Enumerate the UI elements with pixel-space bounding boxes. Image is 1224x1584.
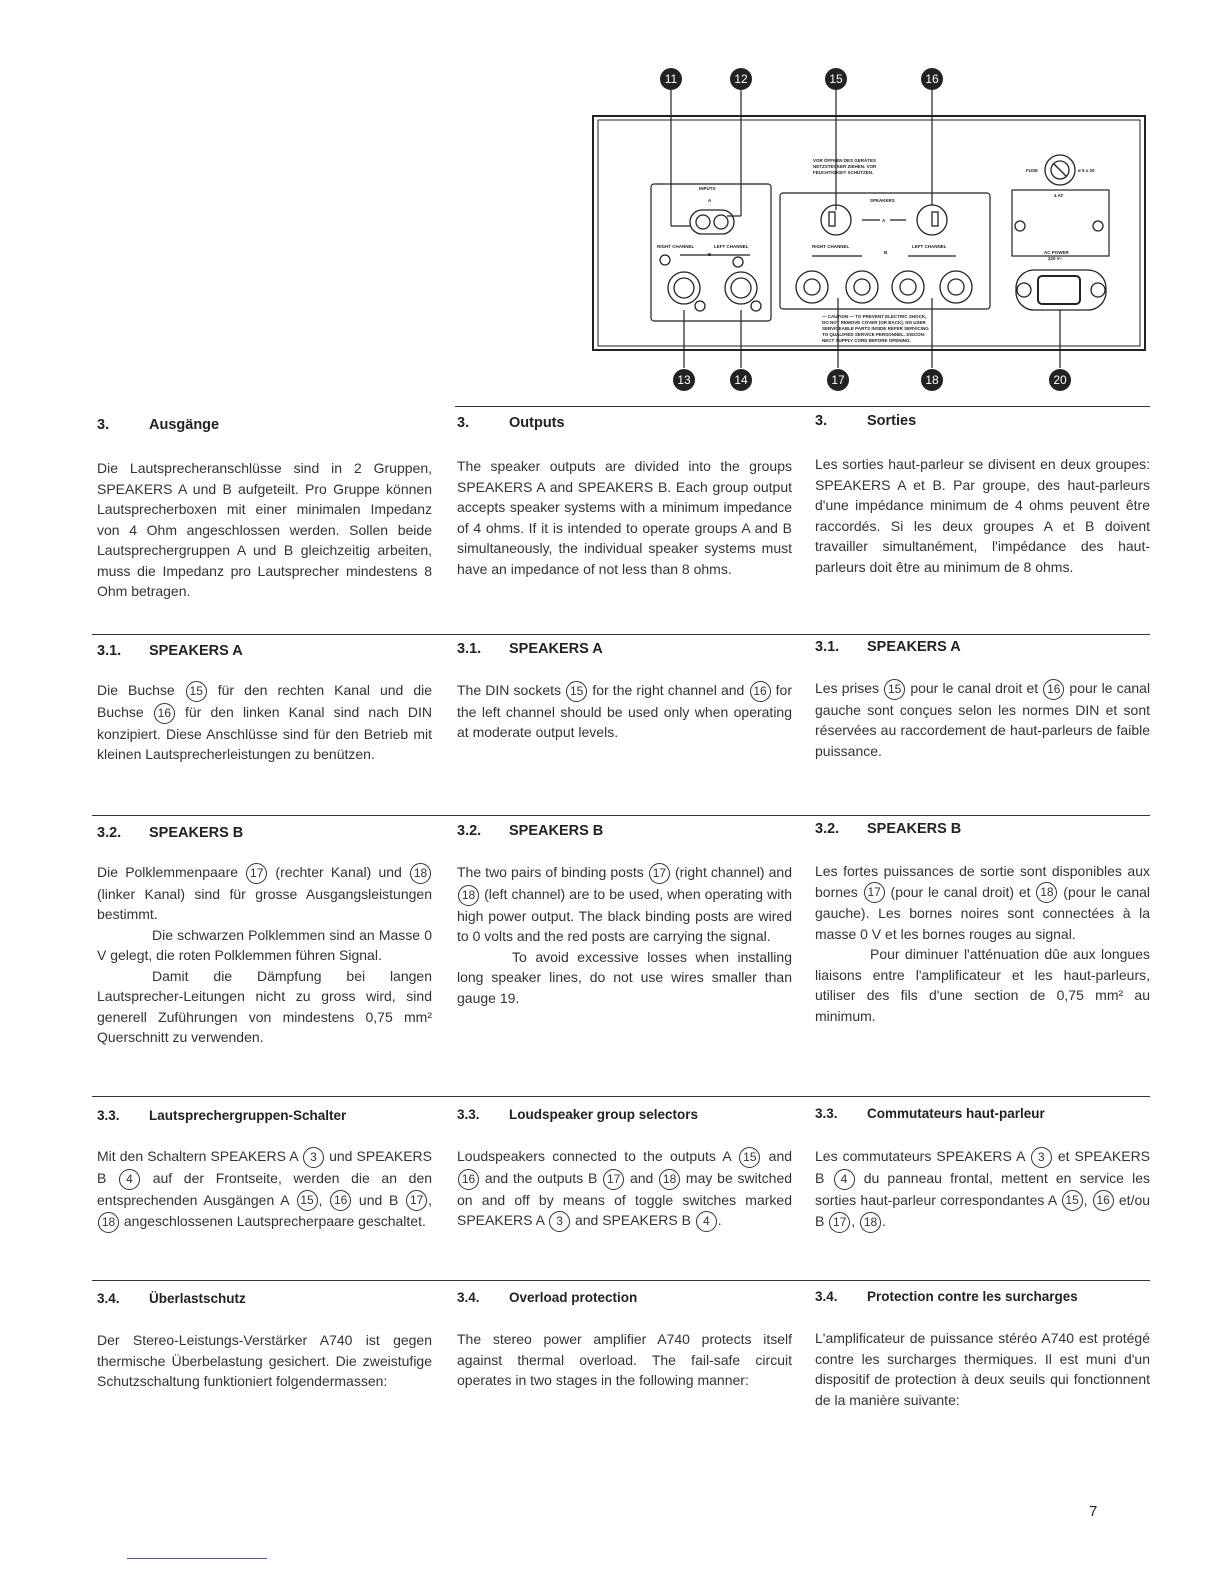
- ref-circle: 16: [154, 703, 175, 724]
- ref-circle: 16: [1043, 679, 1064, 700]
- ref-circle: 4: [696, 1211, 717, 1232]
- paragraph-de: Der Stereo-Leistungs-Verstärker A740 ist gegen thermische Überbelastung gesichert. Die zweistufige Schutzschaltung funktioniert folgendermassen:: [97, 1332, 432, 1389]
- section-rule: [92, 1280, 1150, 1281]
- ref-circle: 15: [884, 679, 905, 700]
- ref-circle: 18: [98, 1212, 119, 1233]
- svg-text:11: 11: [664, 72, 678, 86]
- ac-power-label: AC POWER: [1044, 250, 1069, 255]
- paragraph-en: The two pairs of binding posts 17 (right channel) and 18 (left channel) are to be used, when operating with high power output. The black binding posts are wired to 0 volts and the red posts are carrying the signal. To avoid excessive losses when installing long speaker lines, do not use wires smaller than gauge 19.: [457, 864, 793, 1006]
- section-rule: [92, 634, 1150, 635]
- page-number: 7: [1089, 1503, 1098, 1520]
- ref-circle: 18: [860, 1212, 881, 1233]
- paragraph-en: The speaker outputs are divided into the groups SPEAKERS A and SPEAKERS B. Each group output accepts speaker systems with a minimum impedance of 4 ohms. If it is intended to operate groups A and B simultaneously, the individual speaker systems must have an impedance of not less than 8 ohms.: [457, 458, 792, 577]
- caution-label-3: SERVICEABLE PARTS INSIDE REFER SERVICING: [822, 326, 929, 331]
- ref-circle: 16: [458, 1169, 479, 1190]
- ref-circle: 15: [1062, 1190, 1083, 1211]
- paragraph-fr: L'amplificateur de puissance stéréo A740 est protégé contre les surcharges thermiques. Il est muni d'un dispositif de protection à deux seuils qui fonctionnent de la manière suivante:: [815, 1330, 1150, 1408]
- fuse-size-label: ø 5 x 20: [1078, 168, 1095, 173]
- ref-circle: 15: [566, 681, 587, 702]
- section-heading-fr: 3.2. SPEAKERS B: [815, 821, 962, 837]
- caution-label-5: NECT SUPPLY CORD BEFORE OPENING.: [822, 338, 911, 343]
- footer-line: [127, 1558, 267, 1559]
- section-heading-fr: 3.4. Protection contre les surcharges: [815, 1289, 1078, 1304]
- svg-text:14: 14: [734, 373, 748, 387]
- paragraph-fr: Les fortes puissances de sortie sont disponibles aux bornes 17 (pour le canal droit) et 18 (pour le canal gauche). Les bornes noires sont connectées à la masse 0 V et les bornes rouges au signal. Pour diminuer l'atténuation dûe aux longues liaisons entre l'amplificateur et les haut-parleurs, utiliser des fils d'une section de 0,75 mm² au minimum.: [815, 863, 1151, 1024]
- ref-circle: 17: [603, 1169, 624, 1190]
- rear-panel-diagram: [580, 60, 1160, 405]
- inputs-label: INPUTS: [699, 186, 716, 191]
- callout-12: [730, 68, 752, 90]
- svg-text:16: 16: [925, 72, 939, 86]
- ref-circle: 18: [1036, 882, 1057, 903]
- svg-text:12: 12: [734, 72, 748, 86]
- speaker-right-channel-label: RIGHT CHANNEL: [812, 244, 850, 249]
- speaker-left-channel-label: LEFT CHANNEL: [912, 244, 947, 249]
- ref-circle: 3: [1031, 1147, 1052, 1168]
- ref-circle: 17: [406, 1190, 427, 1211]
- callout-13: [673, 369, 695, 391]
- fuse-label: FUSE: [1026, 168, 1039, 173]
- ref-circle: 17: [864, 882, 885, 903]
- paragraph-fr: Les commutateurs SPEAKERS A 3 et SPEAKERS B 4 du panneau frontal, mettent en service les sorties haut-parleur correspondantes A 15 , 16 et/ou B 17 , 18 .: [815, 1146, 1150, 1233]
- section-heading-fr: 3. Sorties: [815, 413, 917, 429]
- callout-11: [660, 68, 682, 90]
- section-rule: [455, 406, 1150, 407]
- ref-circle: 4: [119, 1169, 140, 1190]
- warning-label-1: VOR ÖFFNEN DES GERÄTES: [813, 158, 877, 163]
- ref-circle: 15: [739, 1147, 760, 1168]
- warning-label-3: FEUCHTIGKEIT SCHÜTZEN.: [813, 170, 874, 175]
- ref-circle: 18: [458, 885, 479, 906]
- voltage-label: 220 V~: [1048, 256, 1063, 261]
- speakers-a-label: A: [882, 218, 886, 223]
- svg-text:15: 15: [829, 72, 843, 86]
- section-heading-fr: 3.1. SPEAKERS A: [815, 639, 961, 655]
- input-right-channel-label: RIGHT CHANNEL: [657, 244, 695, 249]
- ref-circle: 17: [649, 863, 670, 884]
- paragraph-fr: Les prises 15 pour le canal droit et 16 pour le canal gauche sont conçues selon les normes DIN et sont réservées au raccordement de haut-parleurs de faible puissance.: [815, 680, 1151, 759]
- ref-circle: 18: [410, 863, 431, 884]
- inputs-a-label: A: [708, 198, 712, 203]
- ref-circle: 4: [834, 1169, 855, 1190]
- input-left-channel-label: LEFT CHANNEL: [714, 244, 749, 249]
- paragraph-fr: Les sorties haut-parleur se divisent en deux groupes: SPEAKERS A et B. Par groupe, des haut-parleurs d'une impédance minimum de 4 ohms peuvent être raccordés. Si les deux groupes A et B doivent travailler simultanément, l'impédance des haut-parleurs doit être au minimum de 8 ohms.: [815, 456, 1150, 575]
- ref-circle: 15: [297, 1190, 318, 1211]
- paragraph-de: Die Polklemmenpaare 17 (rechter Kanal) und 18 (linker Kanal) sind für grosse Ausgangsleistungen bestimmt. Die schwarzen Polklemmen sind an Masse 0 V gelegt, die roten Polklemmen führen Signal. Damit die Dämpfung bei langen Lautsprecher-Leitungen nicht zu gross wird, sind generell Zuführungen von mindestens 0,75 mm² Querschnitt zu verwenden.: [97, 864, 432, 1046]
- ref-circle: 16: [750, 681, 771, 702]
- callout-15: [825, 68, 847, 90]
- section-heading-de: 3. Ausgänge: [97, 417, 220, 433]
- ref-circle: 17: [246, 863, 267, 884]
- section-heading-de: 3.2. SPEAKERS B: [97, 825, 244, 841]
- section-heading-en: 3.1. SPEAKERS A: [457, 641, 603, 657]
- paragraph-en: The stereo power amplifier A740 protects itself against thermal overload. The fail-safe circuit operates in two stages in the following manner:: [457, 1331, 792, 1388]
- fuse-rating-label: 4 AT: [1054, 193, 1064, 198]
- section-heading-de: 3.1. SPEAKERS A: [97, 643, 243, 659]
- ref-circle: 17: [829, 1212, 850, 1233]
- ref-circle: 3: [549, 1211, 570, 1232]
- section-heading-fr: 3.3. Commutateurs haut-parleur: [815, 1106, 1045, 1121]
- caution-label-1: — CAUTION — TO PREVENT ELECTRIC SHOCK,: [822, 314, 927, 319]
- ref-circle: 3: [303, 1147, 324, 1168]
- speakers-b-label: B: [884, 250, 888, 255]
- paragraph-de: Die Buchse 15 für den rechten Kanal und die Buchse 16 für den linken Kanal sind nach DIN konzipiert. Diese Anschlüsse sind für den Betrieb mit kleinen Lautsprecherleistungen zu benützen.: [97, 682, 433, 763]
- svg-text:20: 20: [1053, 373, 1067, 387]
- caution-label-2: DO NOT REMOVE COVER (OR BACK). NO USER: [822, 320, 926, 325]
- section-rule: [92, 1096, 1150, 1097]
- paragraph-de: Die Lautsprecheranschlüsse sind in 2 Gruppen, SPEAKERS A und B aufgeteilt. Pro Gruppe können Lautsprecherboxen mit einer minimalen Impedanz von 4 Ohm angeschlossen werden. Sollen beide Lautsprechergruppen A und B gleichzeitig arbeiten, muss die Impedanz pro Lautsprecher mindestens 8 Ohm betragen.: [97, 460, 432, 599]
- section-rule: [92, 815, 1150, 816]
- section-heading-en: 3. Outputs: [457, 415, 565, 431]
- caution-label-4: TO QUALIFIED SERVICE PERSONNEL. DISCON-: [822, 332, 926, 337]
- section-heading-en: 3.2. SPEAKERS B: [457, 823, 604, 839]
- inputs-b-label: B: [708, 252, 712, 257]
- svg-text:13: 13: [677, 373, 691, 387]
- ref-circle: 15: [186, 681, 207, 702]
- callout-18: [921, 369, 943, 391]
- ref-circle: 16: [330, 1190, 351, 1211]
- section-heading-en: 3.4. Overload protection: [457, 1290, 638, 1305]
- section-heading-de: 3.3. Lautsprechergruppen-Schalter: [97, 1108, 347, 1123]
- ref-circle: 18: [659, 1169, 680, 1190]
- paragraph-en: The DIN sockets 15 for the right channel and 16 for the left channel should be used only when operating at moderate output levels.: [457, 682, 793, 741]
- ref-circle: 16: [1093, 1190, 1114, 1211]
- callout-20: [1049, 369, 1071, 391]
- speakers-label: SPEAKERS: [870, 198, 895, 203]
- paragraph-de: Mit den Schaltern SPEAKERS A 3 und SPEAKERS B 4 auf der Frontseite, werden die an den entsprechenden Ausgängen A 15 , 16 und B 17 , 18 angeschlossenen Lautsprecherpaare geschaltet.: [97, 1146, 432, 1233]
- callout-16: [921, 68, 943, 90]
- warning-label-2: NETZSTECKER ZIEHEN. VOR: [813, 164, 877, 169]
- paragraph-en: Loudspeakers connected to the outputs A 15 and 16 and the outputs B 17 and 18 may be switched on and off by means of toggle switches marked SPEAKERS A 3 and SPEAKERS B 4 .: [457, 1146, 792, 1232]
- svg-text:18: 18: [925, 373, 939, 387]
- svg-text:17: 17: [831, 373, 845, 387]
- section-heading-de: 3.4. Überlastschutz: [97, 1291, 246, 1306]
- callout-14: [730, 369, 752, 391]
- callout-17: [827, 369, 849, 391]
- section-heading-en: 3.3. Loudspeaker group selectors: [457, 1107, 699, 1122]
